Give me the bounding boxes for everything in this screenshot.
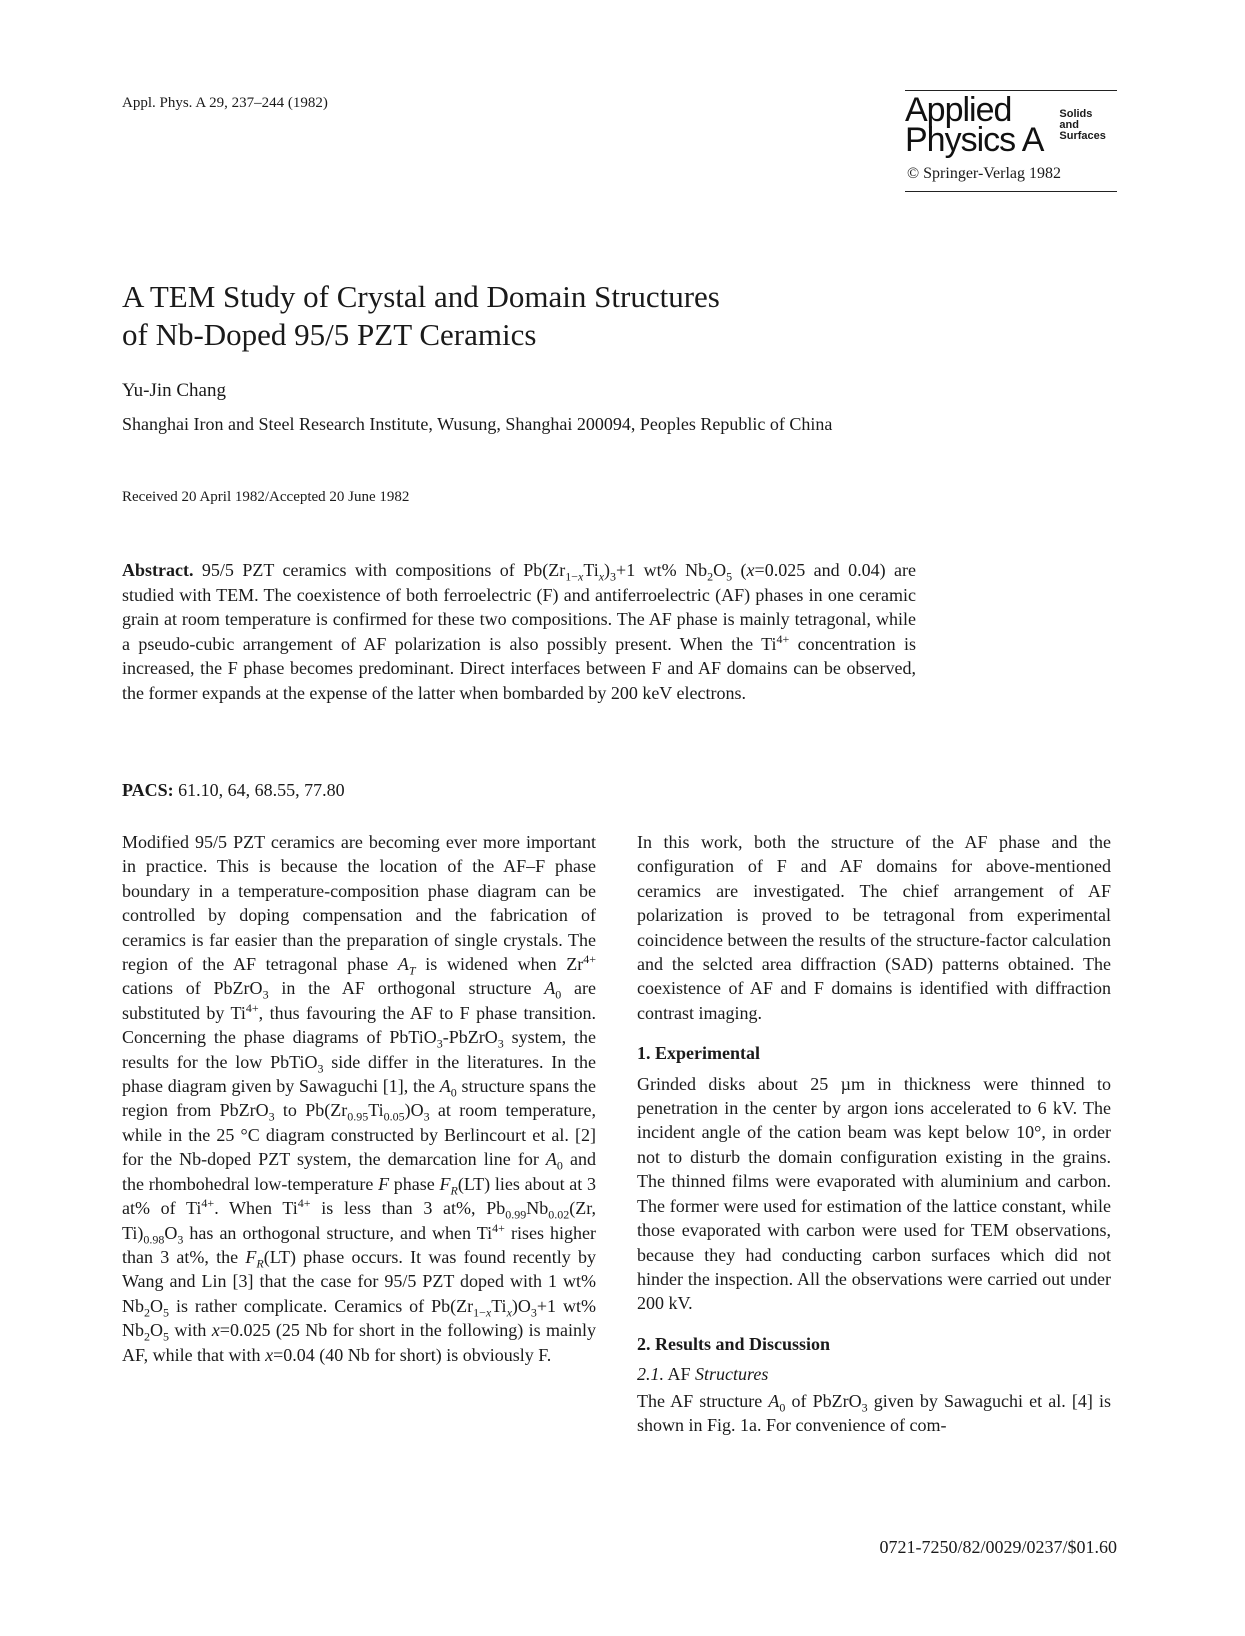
citation-header: Appl. Phys. A 29, 237–244 (1982): [122, 95, 328, 111]
journal-section: [1059, 109, 1105, 142]
body-column-right: [637, 830, 1111, 1437]
journal-section-line3: Surfaces: [1059, 129, 1106, 142]
abstract-label: Abstract.: [122, 560, 194, 580]
body-paragraph: The AF structure $A_0$ of PbZrO$_3$ given by Sawaguchi et al. [4] is shown in Fig. 1a. For convenience of com-: [637, 1390, 1111, 1435]
body-column-left: [122, 830, 596, 1367]
journal-name-line2: Physics A: [905, 121, 1044, 159]
journal-name: [905, 91, 1044, 159]
journal-name-line1: Applied: [905, 91, 1012, 129]
title-line2: of Nb-Doped 95/5 PZT Ceramics: [122, 317, 537, 352]
footer-code: 0721-7250/82/0029/0237/$01.60: [879, 1537, 1117, 1557]
pacs-label: PACS:: [122, 780, 174, 800]
pacs-codes: 61.10, 64, 68.55, 77.80: [178, 780, 345, 800]
section-heading-results: 2. Results and Discussion: [637, 1333, 831, 1354]
journal-logo-block: [905, 90, 1117, 192]
section-heading-experimental: 1. Experimental: [637, 1043, 760, 1064]
body-paragraph: In this work, both the structure of the AF phase and the configuration of F and AF domains for above-mentioned ceramics are investigated. The chief arrangement of AF polarization is proved to be tetragonal from experimental coincidence between the results of the structure-factor calculation and the selcted area diffraction (SAD) patterns obtained. The coexistence of AF and F domains is identified with diffraction contrast imaging.: [637, 832, 1111, 1023]
pacs: [122, 780, 345, 801]
affiliation: Shanghai Iron and Steel Research Institute, Wusung, Shanghai 200094, Peoples Republic of China: [122, 414, 833, 434]
subsection-prefix: AF: [667, 1364, 691, 1385]
copyright: © Springer-Verlag 1982: [907, 165, 1062, 182]
subsection-title: Structures: [695, 1364, 769, 1385]
journal-rule-bottom: [905, 191, 1117, 192]
title-line1: A TEM Study of Crystal and Domain Structures: [122, 279, 720, 314]
body-paragraph: Grinded disks about 25 µm in thickness were thinned to penetration in the center by argon ions accelerated to 6 kV. The incident angle of the cation beam was kept below 10°, in order not to disturb the domain configuration existing in the grains. The thinned films were evaporated with aluminium and carbon. The former were used for estimation of the lattice constant, while those evaporated with carbon were used for TEM observations, because they had conducting carbon surfaces which did not hinder the inspection. All the observations were carried out under 200 kV.: [637, 1073, 1111, 1314]
journal-section-line2: and: [1059, 118, 1079, 131]
subsection-number: 2.1.: [637, 1364, 664, 1385]
abstract: Abstract. 95/5 PZT ceramics with compositions of $Pb(Zr_{1-x}Ti_x)_3+1$ wt% $Nb_2O_5$ (x=0.025 and 0.04) are studied with TEM. The coexistence of both ferroelectric (F) and antiferroelectric (AF) phases in one ceramic grain at room temperature is confirmed for these two compositions. The AF phase is mainly tetragonal, while a pseudo-cubic arrangement of AF polarization is also possibly present. When the $Ti^{4+}$ concentration is increased, the F phase becomes predominant. Direct interfaces between F and AF domains can be observed, the former expands at the expense of the latter when bombarded by 200 keV electrons.: [122, 560, 916, 703]
body-paragraph: Modified 95/5 PZT ceramics are becoming ever more important in practice. This is because the location of the AF–F phase boundary in a temperature-composition phase diagram can be controlled by doping compensation and the fabrication of ceramics is far easier than the preparation of single crystals. The region of the AF tetragonal phase $A_T$ is widened when $Zr^{4+}$ cations of PbZrO$_3$ in the AF orthogonal structure $A_0$ are substituted by $Ti^{4+}$, thus favouring the AF to F phase transition. Concerning the phase diagrams of PbTiO$_3$-PbZrO$_3$ system, the results for the low PbTiO$_3$ side differ in the literatures. In the phase diagram given by Sawaguchi [1], the $A_0$ structure spans the region from PbZrO$_3$ to $Pb(Zr_{0.95}Ti_{0.05})O_3$ at room temperature, while in the 25 °C diagram constructed by Berlincourt et al. [2] for the Nb-doped PZT system, the demarcation line for $A_0$ and the rhombohedral low-temperature F phase $F_R(LT)$ lies about at 3 at% of $Ti^{4+}$. When $Ti^{4+}$ is less than 3 at%, $Pb_{0.99}Nb_{0.02}(Zr$, $Ti)_{0.98}O_3$ has an orthogonal structure, and when $Ti^{4+}$ rises higher than 3 at%, the $F_R(LT)$ phase occurs. It was found recently by Wang and Lin [3] that the case for 95/5 PZT doped with 1 wt% $Nb_2O_5$ is rather complicate. Ceramics of $Pb(Zr_{1-x}Ti_x)O_3+1$ wt% $Nb_2O_5$ with x=0.025 (25 Nb for short in the following) is mainly AF, while that with x=0.04 (40 Nb for short) is obviously F.: [122, 832, 597, 1365]
paper-title: [122, 278, 882, 354]
journal-section-line1: Solids: [1059, 107, 1093, 120]
author: Yu-Jin Chang: [122, 380, 226, 401]
subsection-heading: [637, 1362, 1111, 1386]
journal-logo: [905, 91, 1117, 159]
received-date: Received 20 April 1982/Accepted 20 June 1982: [122, 489, 410, 505]
